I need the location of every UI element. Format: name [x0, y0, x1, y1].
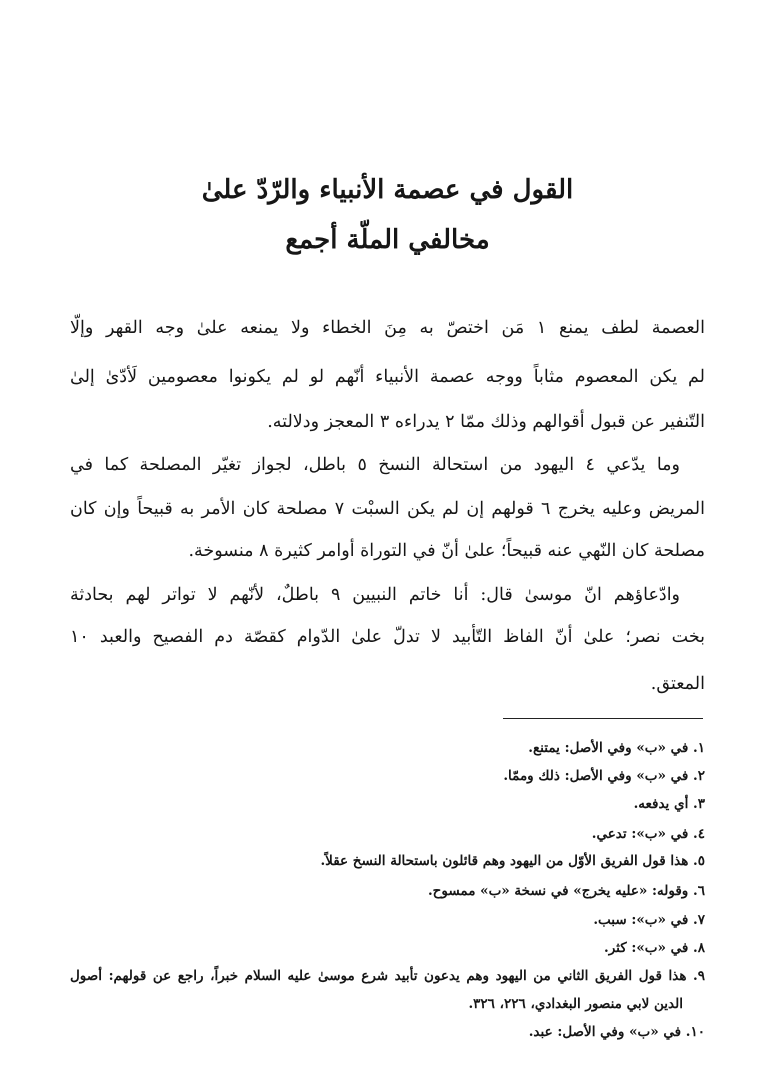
chapter-title-line-2: مخالفي الملّة أجمع	[285, 225, 490, 255]
footnote-8: ٨. في «ب»: كثر.	[604, 940, 705, 956]
footnote-5: ٥. هذا قول الفريق الأوّل من اليهود وهم قائلون باستحالة النسخ عقلاً.	[320, 853, 705, 869]
footnote-10: ١٠. في «ب» وفي الأصل: عبد.	[528, 1024, 705, 1040]
footnote-7: ٧. في «ب»: سبب.	[593, 912, 705, 928]
body-line-4: وما يدّعي ٤ اليهود من استحالة النسخ ٥ باطل، لجواز تغيّر المصلحة كما في	[70, 455, 680, 475]
body-line-9: المعتق.	[650, 674, 705, 694]
footnote-2: ٢. في «ب» وفي الأصل: ذلك وممّا.	[503, 768, 705, 784]
body-line-2: لم يكن المعصوم مثاباً ووجه عصمة الأنبياء أنّهم لو لم يكونوا معصومين لَأدّىٰ إلىٰ	[70, 367, 705, 387]
body-line-5: المريض وعليه يخرج ٦ قولهم إن لم يكن السبْت ٧ مصلحة كان الأمر به قبيحاً وإن كان	[70, 499, 705, 519]
body-line-7: وادّعاؤهم انّ موسىٰ قال: أنا خاتم النبيين ٩ باطلٌ، لأنّهم لا تواتر لهم بحادثة	[70, 585, 681, 605]
footnote-9: ٩. هذا قول الفريق الثاني من اليهود وهم يدعون تأبيد شرع موسىٰ عليه السلام خبراً، راجع عن قولهم: أصول	[70, 968, 705, 984]
footnote-4: ٤. في «ب»: تدعي.	[591, 826, 705, 842]
footnote-9-continued: الدين لابي منصور البغدادي، ٢٢٦، ٣٢٦.	[468, 996, 683, 1012]
body-line-8: بخت نصر؛ علىٰ أنّ الفاظ التّأبيد لا تدلّ علىٰ الدّوام كقصّة دم الفصيح والعبد ١٠	[70, 627, 705, 647]
body-line-3: التّنفير عن قبول أقوالهم وذلك ممّا ٢ يدراءه ٣ المعجز ودلالته.	[267, 412, 705, 432]
footnote-divider	[503, 718, 703, 719]
body-line-6: مصلحة كان النّهي عنه قبيحاً؛ علىٰ أنّ في التوراة أوامر كثيرة ٨ منسوخة.	[188, 541, 705, 561]
body-line-1: العصمة لطف يمنع ١ مَن اختصّ به مِنَ الخطاء ولا يمنعه علىٰ وجه القهر وإلّا	[70, 318, 706, 338]
chapter-title-line-1: القول في عصمة الأنبياء والرّدّ علىٰ	[201, 175, 574, 205]
footnote-3: ٣. أي يدفعه.	[633, 796, 705, 812]
footnote-1: ١. في «ب» وفي الأصل: يمتنع.	[528, 740, 705, 756]
footnote-6: ٦. وقوله: «عليه يخرج» في نسخة «ب» ممسوح.	[427, 883, 705, 899]
